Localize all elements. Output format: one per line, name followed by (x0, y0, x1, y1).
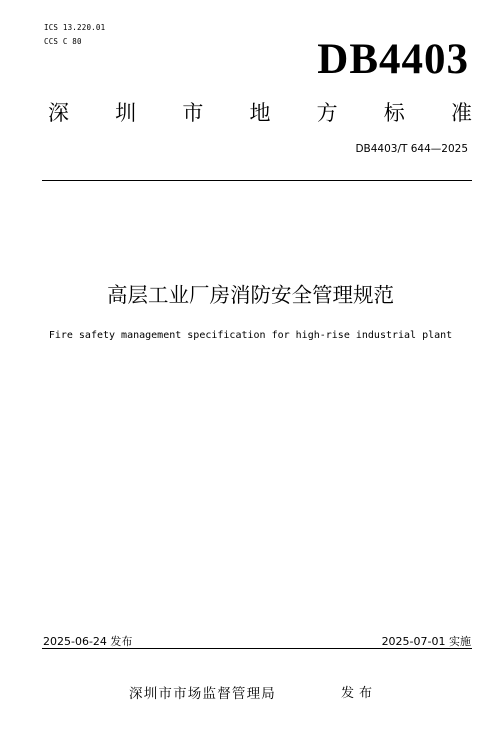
standard-type-char: 准 (450, 100, 472, 125)
document-title-zh: 高层工业厂房消防安全管理规范 (107, 283, 394, 307)
publish-label: 发布 (341, 686, 378, 701)
standard-type-char: 方 (316, 100, 338, 125)
standard-type-char: 地 (249, 100, 271, 125)
issue-date: 2025-06-24 发布 (43, 635, 133, 648)
document-title-en: Fire safety management specification for high-rise industrial plant (48, 330, 453, 341)
ics-code: ICS 13.220.01 (44, 23, 106, 32)
header-divider (42, 180, 472, 181)
ccs-code: CCS C 80 (44, 37, 82, 46)
footer-divider (42, 648, 472, 649)
standard-series-code: DB4403 (317, 36, 469, 83)
standard-type-heading (48, 100, 472, 126)
standard-type-char: 圳 (115, 100, 137, 125)
standard-number: DB4403/T 644—2025 (355, 143, 468, 155)
standard-type-char: 标 (383, 100, 405, 125)
implementation-date: 2025-07-01 实施 (381, 635, 471, 648)
standard-type-char: 深 (48, 100, 69, 125)
standard-type-char: 市 (182, 100, 204, 125)
publisher-name: 深圳市市场监督管理局 (129, 686, 276, 702)
